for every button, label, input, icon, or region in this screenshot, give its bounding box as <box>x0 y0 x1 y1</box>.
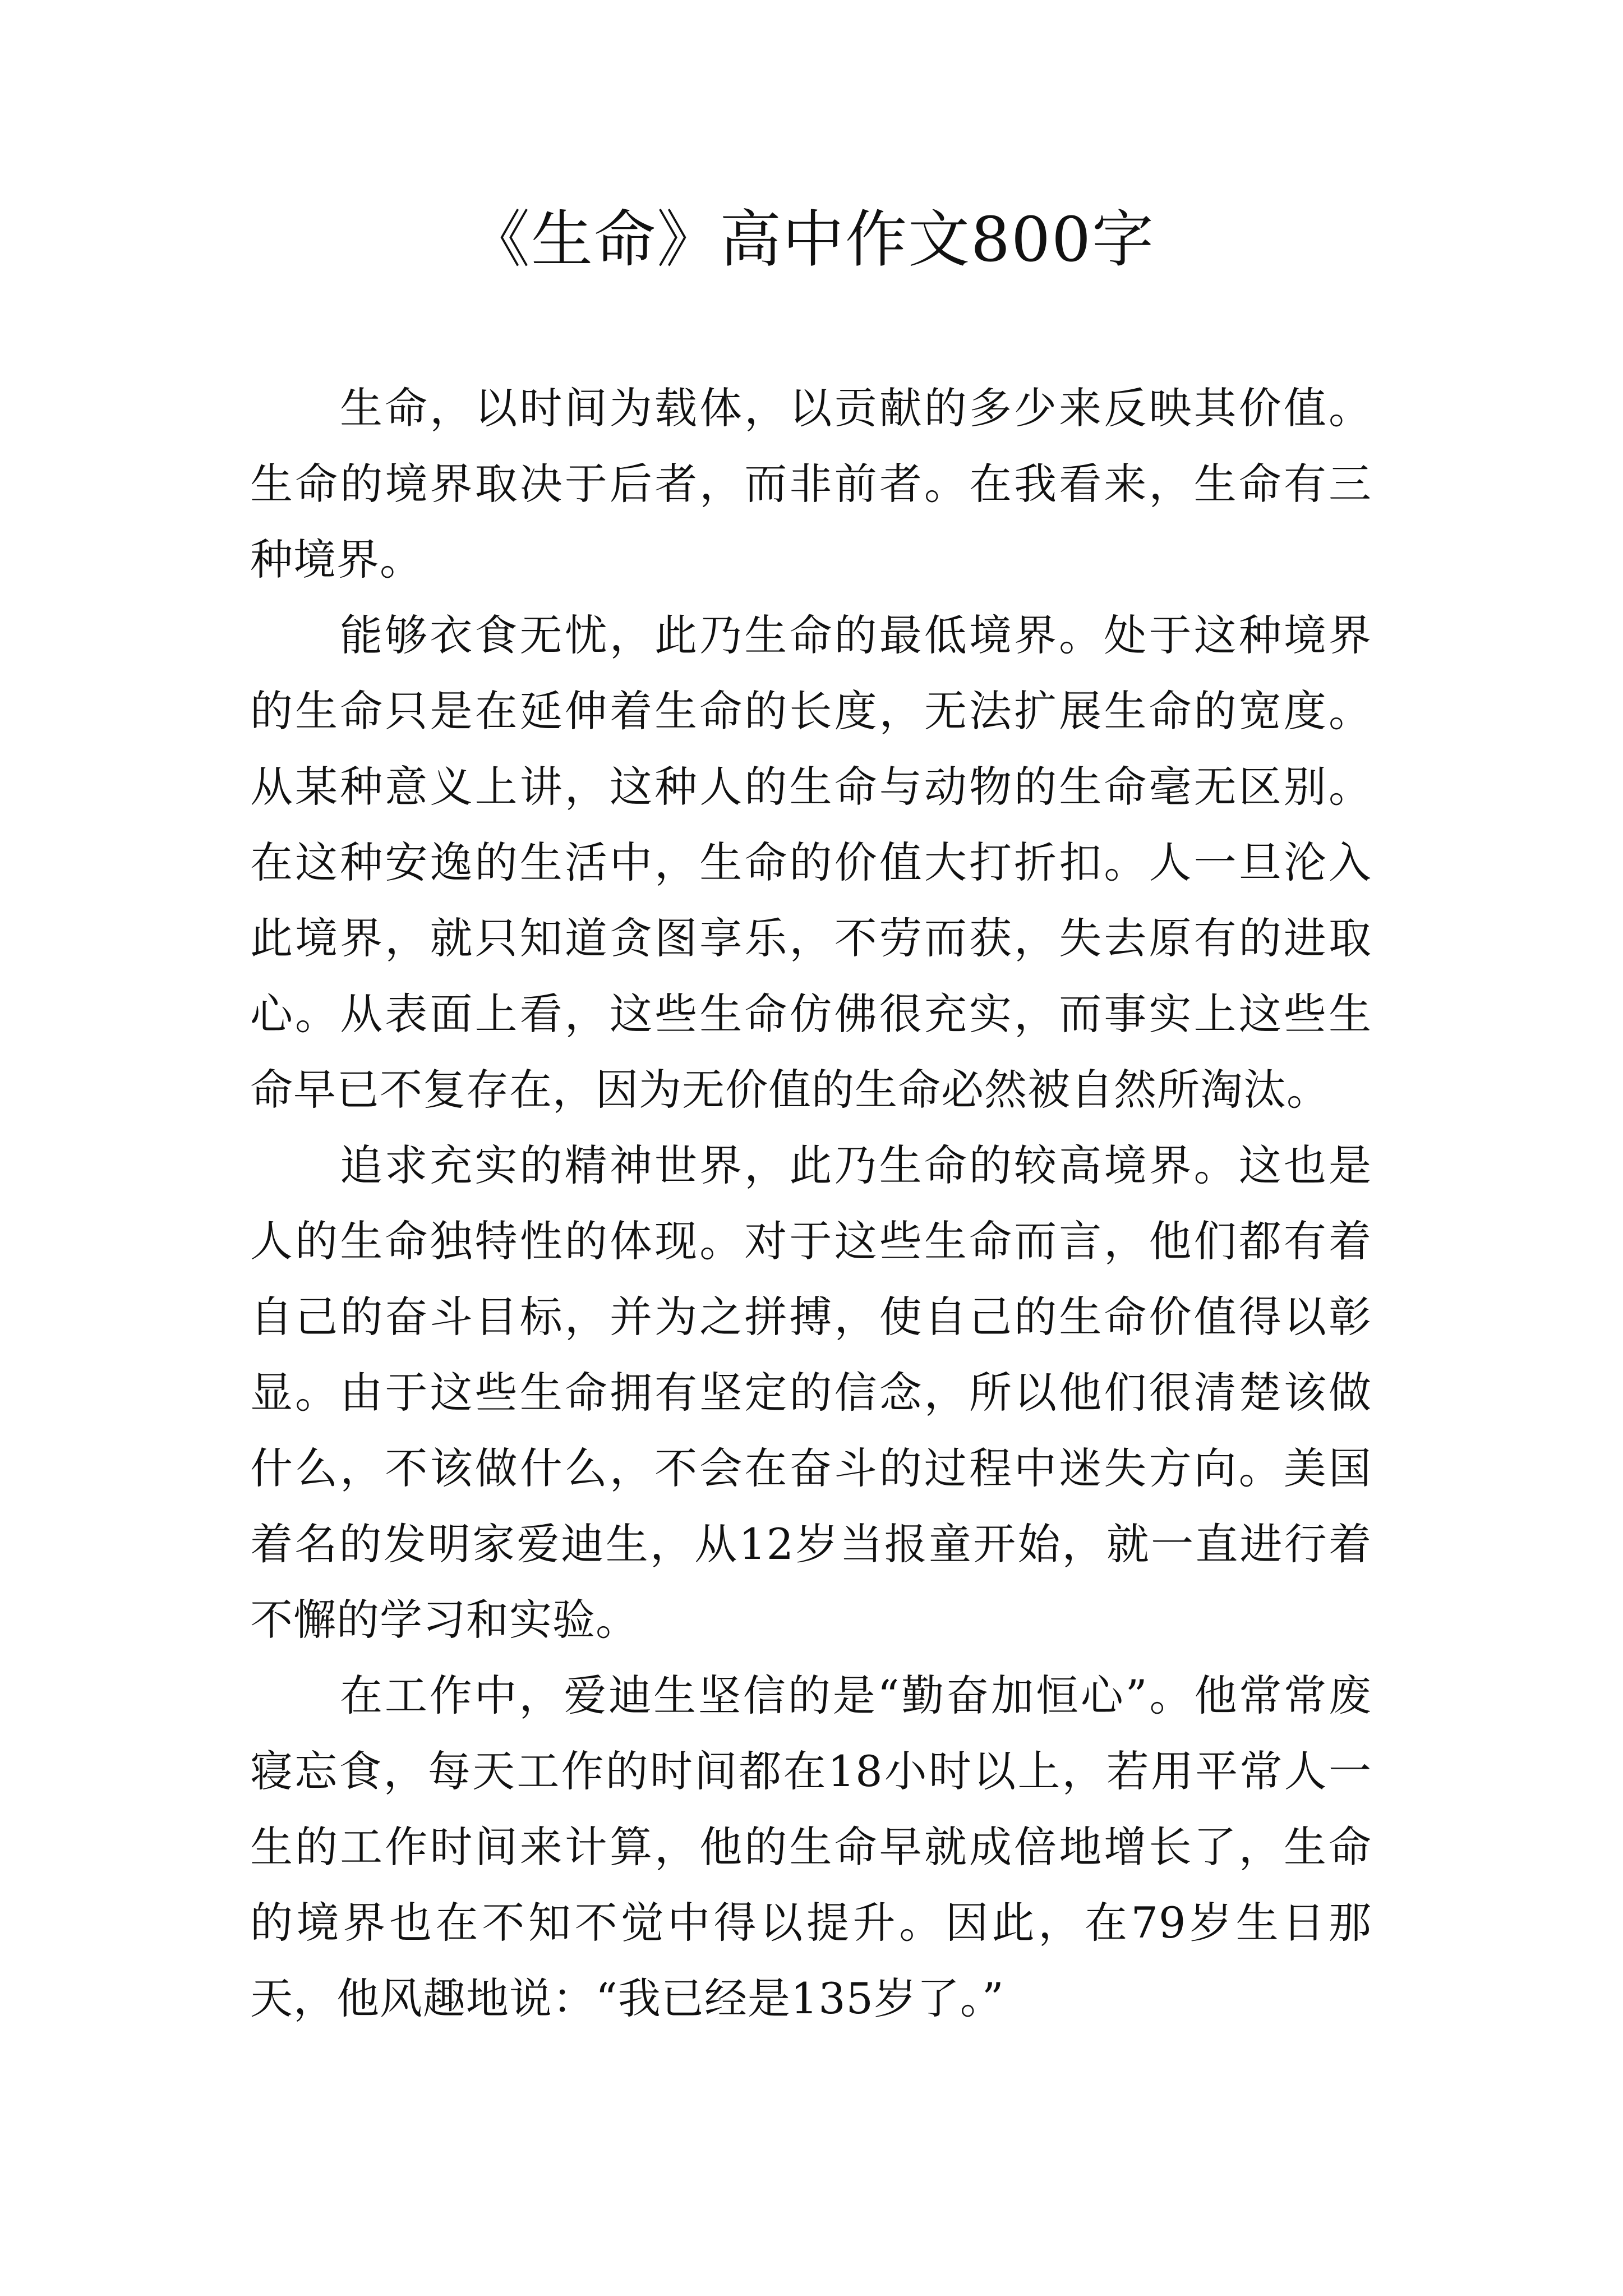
paragraph: 能够衣食无忧，此乃生命的最低境界。处于这种境界的生命只是在延伸着生命的长度，无法扩展生命的宽度。从某种意义上讲，这种人的生命与动物的生命毫无区别。在这种安逸的生活中，生命的价值大打折扣。人一旦沦入此境界，就只知道贪图享乐，不劳而获，失去原有的进取心。从表面上看，这些生命仿佛很充实，而事实上这些生命早已不复存在，因为无价值的生命必然被自然所淘汰。 <box>250 610 1372 1115</box>
paragraph: 追求充实的精神世界，此乃生命的较高境界。这也是人的生命独特性的体现。对于这些生命而言，他们都有着自己的奋斗目标，并为之拼搏，使自己的生命价值得以彰显。由于这些生命拥有坚定的信念，所以他们很清楚该做什么，不该做什么，不会在奋斗的过程中迷失方向。美国着名的发明家爱迪生，从12岁当报童开始，就一直进行着不懈的学习和实验。 <box>250 1140 1372 1645</box>
document-title: 《生命》高中作文800字 <box>468 204 1155 275</box>
paragraph: 在工作中，爱迪生坚信的是“勤奋加恒心”。他常常废寝忘食，每天工作的时间都在18小时以上，若用平常人一生的工作时间来计算，他的生命早就成倍地增长了，生命的境界也在不知不觉中得以提升。因此，在79岁生日那天，他风趣地说：“我已经是135岁了。” <box>250 1671 1372 2023</box>
document-body <box>250 370 1372 2036</box>
paragraph: 生命，以时间为载体，以贡献的多少来反映其价值。生命的境界取决于后者，而非前者。在我看来，生命有三种境界。 <box>250 383 1372 585</box>
